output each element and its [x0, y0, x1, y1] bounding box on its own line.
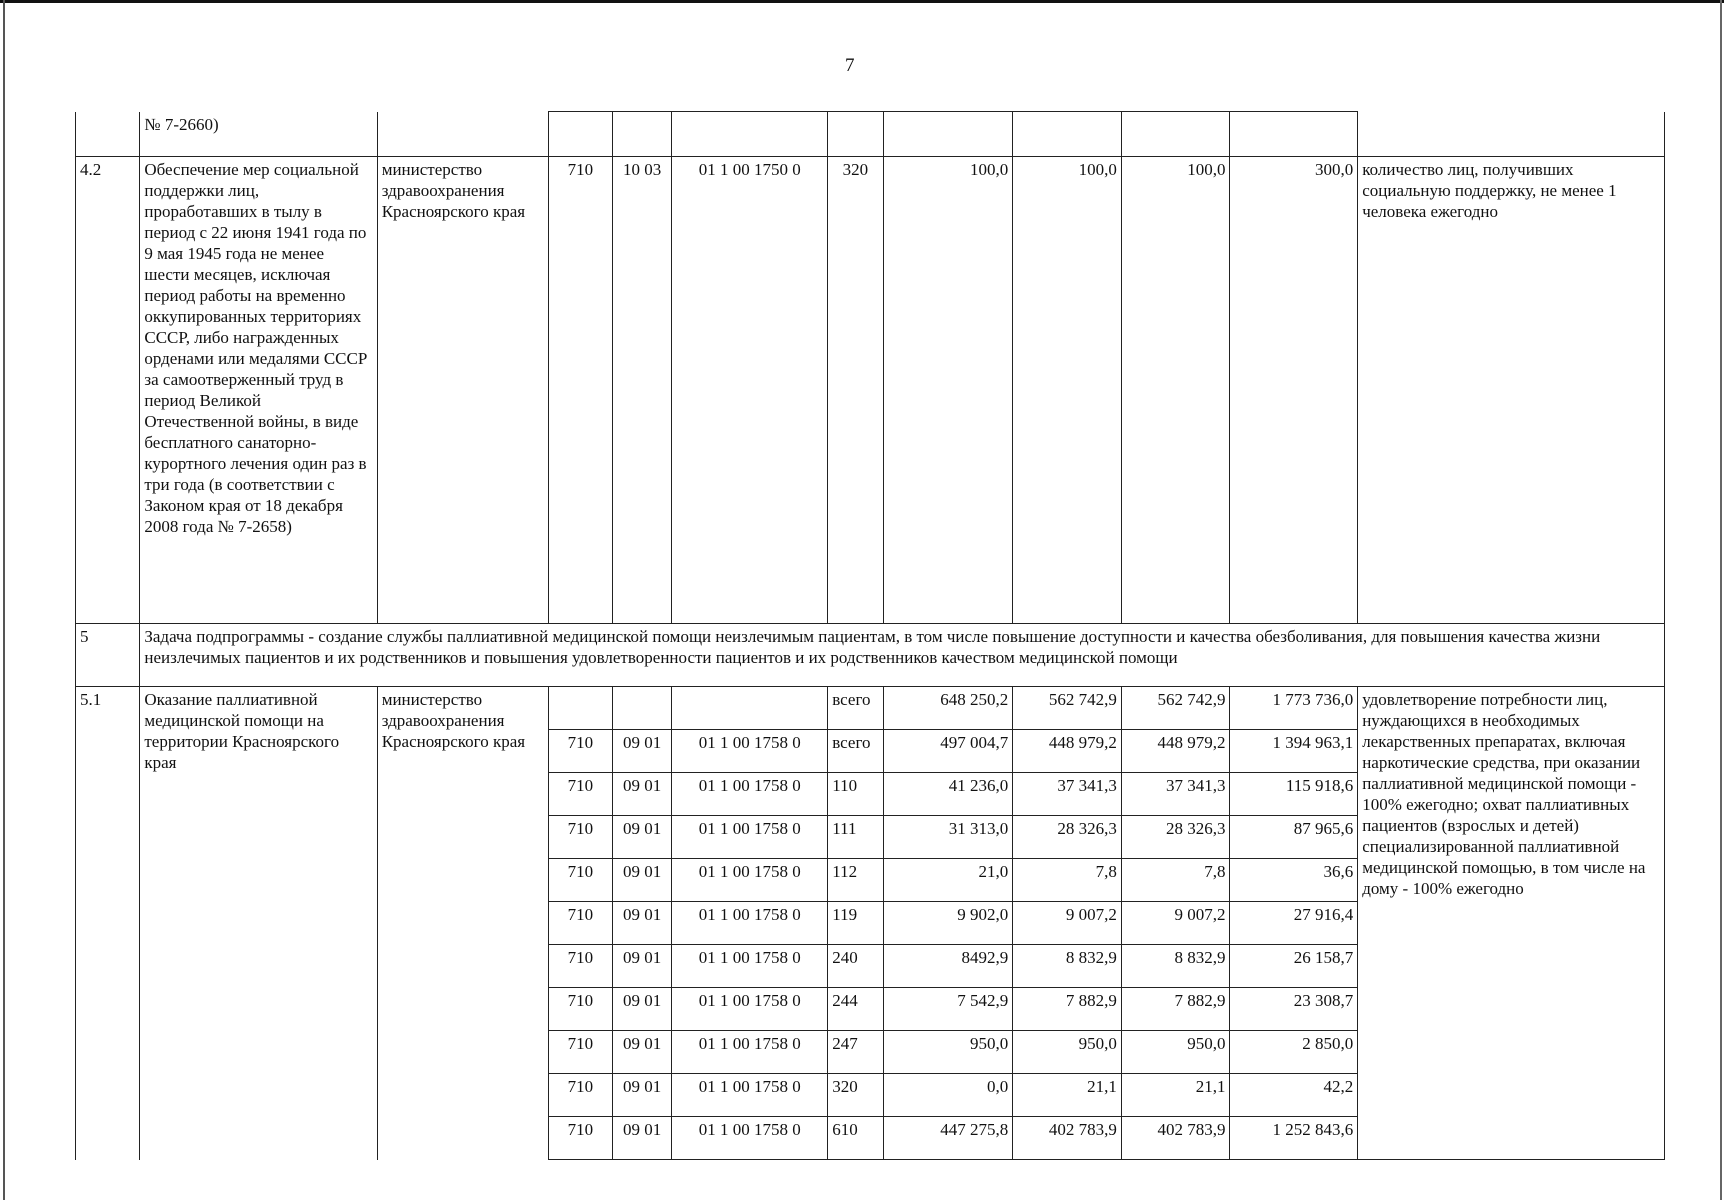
cell-csr: 01 1 00 1750 0: [672, 157, 828, 624]
cell-grbs: 710: [548, 988, 612, 1031]
page-number: 7: [845, 55, 855, 76]
cell-csr: 01 1 00 1758 0: [672, 945, 828, 988]
cell-csr: [672, 687, 828, 730]
table-row-5-1-line: [76, 687, 1665, 730]
cell-y3: 8 832,9: [1121, 945, 1230, 988]
cell-y2: 28 326,3: [1013, 816, 1122, 859]
cell-vr: 244: [828, 988, 883, 1031]
cell-y1: 497 004,7: [883, 730, 1013, 773]
cell-y1: 0,0: [883, 1074, 1013, 1117]
cell-name: Оказание паллиативной медицинской помощи на территории Красноярского края: [140, 687, 377, 1160]
cell-y2: 950,0: [1013, 1031, 1122, 1074]
cell-rzpr: 09 01: [613, 730, 672, 773]
cell-y3: 7 882,9: [1121, 988, 1230, 1031]
cell-vr: 110: [828, 773, 883, 816]
cell-y3: 448 979,2: [1121, 730, 1230, 773]
cell-total: 115 918,6: [1230, 773, 1358, 816]
cell-grbs: 710: [548, 1031, 612, 1074]
cell-total: 1 252 843,6: [1230, 1117, 1358, 1160]
cell-num: 5: [76, 624, 140, 687]
cell-y1: 950,0: [883, 1031, 1013, 1074]
cell-total: 1 773 736,0: [1230, 687, 1358, 730]
cell-grbs: 710: [548, 157, 612, 624]
cell-total: 1 394 963,1: [1230, 730, 1358, 773]
cell-y3: 9 007,2: [1121, 902, 1230, 945]
cell-rzpr: 09 01: [613, 1117, 672, 1160]
cell-result: [1358, 112, 1665, 157]
cell-total: 23 308,7: [1230, 988, 1358, 1031]
cell-grbs: 710: [548, 816, 612, 859]
cell-vr: всего: [828, 730, 883, 773]
cell-vr: 610: [828, 1117, 883, 1160]
cell-vr: 119: [828, 902, 883, 945]
cell-executor: министерство здравоохранения Красноярского края: [377, 687, 548, 1160]
cell-y3: 100,0: [1121, 157, 1230, 624]
cell-rzpr: 09 01: [613, 902, 672, 945]
table-row-4-2: [76, 157, 1665, 624]
program-activities-table: [75, 111, 1665, 1160]
cell-csr: [672, 112, 828, 157]
cell-executor: министерство здравоохранения Красноярского края: [377, 157, 548, 624]
cell-grbs: [548, 687, 612, 730]
cell-rzpr: 09 01: [613, 816, 672, 859]
cell-y3: 562 742,9: [1121, 687, 1230, 730]
cell-csr: 01 1 00 1758 0: [672, 902, 828, 945]
cell-y2: [1013, 112, 1122, 157]
cell-csr: 01 1 00 1758 0: [672, 859, 828, 902]
cell-rzpr: 09 01: [613, 773, 672, 816]
cell-y1: 648 250,2: [883, 687, 1013, 730]
cell-y1: 100,0: [883, 157, 1013, 624]
cell-y1: [883, 112, 1013, 157]
cell-y3: 7,8: [1121, 859, 1230, 902]
cell-grbs: 710: [548, 945, 612, 988]
cell-total: [1230, 112, 1358, 157]
cell-y2: 402 783,9: [1013, 1117, 1122, 1160]
cell-result: удовлетворение потребности лиц, нуждающихся в необходимых лекарственных препаратах, включая наркотические средства, при оказании паллиативной медицинской помощи - 100% ежегодно; охват паллиативных пациентов (взрослых и детей) специализированной паллиативной медицинской помощью, в том числе на дому - 100% ежегодно: [1358, 687, 1665, 1160]
cell-y2: 562 742,9: [1013, 687, 1122, 730]
cell-rzpr: 10 03: [613, 157, 672, 624]
cell-grbs: 710: [548, 859, 612, 902]
cell-total: 42,2: [1230, 1074, 1358, 1117]
cell-y1: 41 236,0: [883, 773, 1013, 816]
cell-rzpr: 09 01: [613, 945, 672, 988]
cell-y3: [1121, 112, 1230, 157]
cell-vr: 247: [828, 1031, 883, 1074]
cell-y2: 21,1: [1013, 1074, 1122, 1117]
cell-total: 27 916,4: [1230, 902, 1358, 945]
cell-rzpr: 09 01: [613, 1031, 672, 1074]
cell-y1: 21,0: [883, 859, 1013, 902]
cell-task-text: Задача подпрограммы - создание службы паллиативной медицинской помощи неизлечимым пациентам, в том числе повышение доступности и качества обезболивания, для повышения качества жизни неизлечимых пациентов и их родственников и повышения удовлетворенности пациентов и их родственников качеством медицинской помощи: [140, 624, 1665, 687]
cell-y3: 402 783,9: [1121, 1117, 1230, 1160]
cell-vr: 112: [828, 859, 883, 902]
page-frame-right: [1720, 0, 1722, 1200]
cell-rzpr: [613, 112, 672, 157]
cell-vr: 320: [828, 1074, 883, 1117]
cell-y1: 447 275,8: [883, 1117, 1013, 1160]
cell-y2: 7 882,9: [1013, 988, 1122, 1031]
cell-rzpr: 09 01: [613, 859, 672, 902]
cell-csr: 01 1 00 1758 0: [672, 988, 828, 1031]
cell-y1: 7 542,9: [883, 988, 1013, 1031]
cell-total: 26 158,7: [1230, 945, 1358, 988]
cell-y3: 28 326,3: [1121, 816, 1230, 859]
cell-csr: 01 1 00 1758 0: [672, 773, 828, 816]
cell-y2: 9 007,2: [1013, 902, 1122, 945]
cell-vr: 111: [828, 816, 883, 859]
cell-rzpr: [613, 687, 672, 730]
cell-csr: 01 1 00 1758 0: [672, 1031, 828, 1074]
cell-vr: 240: [828, 945, 883, 988]
cell-vr: 320: [828, 157, 883, 624]
cell-result: количество лиц, получивших социальную поддержку, не менее 1 человека ежегодно: [1358, 157, 1665, 624]
cell-csr: 01 1 00 1758 0: [672, 1074, 828, 1117]
cell-grbs: 710: [548, 773, 612, 816]
cell-total: 2 850,0: [1230, 1031, 1358, 1074]
cell-name: Обеспечение мер социальной поддержки лиц, проработавших в тылу в период с 22 июня 1941 года по 9 мая 1945 года не менее шести месяцев, исключая период работы на временно оккупированных территориях СССР, либо награжденных орденами или медалями СССР за самоотверженный труд в период Великой Отечественной войны, в виде бесплатного санаторно-курортного лечения один раз в три года (в соответствии с Законом края от 18 декабря 2008 года № 7-2658): [140, 157, 377, 624]
cell-num: 5.1: [76, 687, 140, 1160]
cell-y1: 31 313,0: [883, 816, 1013, 859]
cell-y1: 9 902,0: [883, 902, 1013, 945]
cell-vr: [828, 112, 883, 157]
cell-vr: всего: [828, 687, 883, 730]
cell-csr: 01 1 00 1758 0: [672, 1117, 828, 1160]
page-frame-top: [0, 0, 1724, 3]
cell-executor: [377, 112, 548, 157]
cell-total: 300,0: [1230, 157, 1358, 624]
cell-rzpr: 09 01: [613, 1074, 672, 1117]
table-row-continuation: [76, 112, 1665, 157]
cell-name-tail: № 7-2660): [140, 112, 377, 157]
cell-y3: 21,1: [1121, 1074, 1230, 1117]
cell-y2: 448 979,2: [1013, 730, 1122, 773]
cell-csr: 01 1 00 1758 0: [672, 730, 828, 773]
cell-grbs: 710: [548, 1074, 612, 1117]
cell-y1: 8492,9: [883, 945, 1013, 988]
cell-y2: 7,8: [1013, 859, 1122, 902]
page-frame-left: [3, 0, 5, 1200]
cell-y2: 8 832,9: [1013, 945, 1122, 988]
table-group-5-1: [76, 687, 1665, 1160]
cell-num: [76, 112, 140, 157]
cell-grbs: 710: [548, 902, 612, 945]
cell-y2: 37 341,3: [1013, 773, 1122, 816]
cell-y3: 950,0: [1121, 1031, 1230, 1074]
cell-total: 36,6: [1230, 859, 1358, 902]
cell-y2: 100,0: [1013, 157, 1122, 624]
cell-num: 4.2: [76, 157, 140, 624]
cell-grbs: 710: [548, 1117, 612, 1160]
cell-rzpr: 09 01: [613, 988, 672, 1031]
cell-grbs: 710: [548, 730, 612, 773]
table-row-task-5: [76, 624, 1665, 687]
cell-total: 87 965,6: [1230, 816, 1358, 859]
cell-csr: 01 1 00 1758 0: [672, 816, 828, 859]
cell-grbs: [548, 112, 612, 157]
cell-y3: 37 341,3: [1121, 773, 1230, 816]
